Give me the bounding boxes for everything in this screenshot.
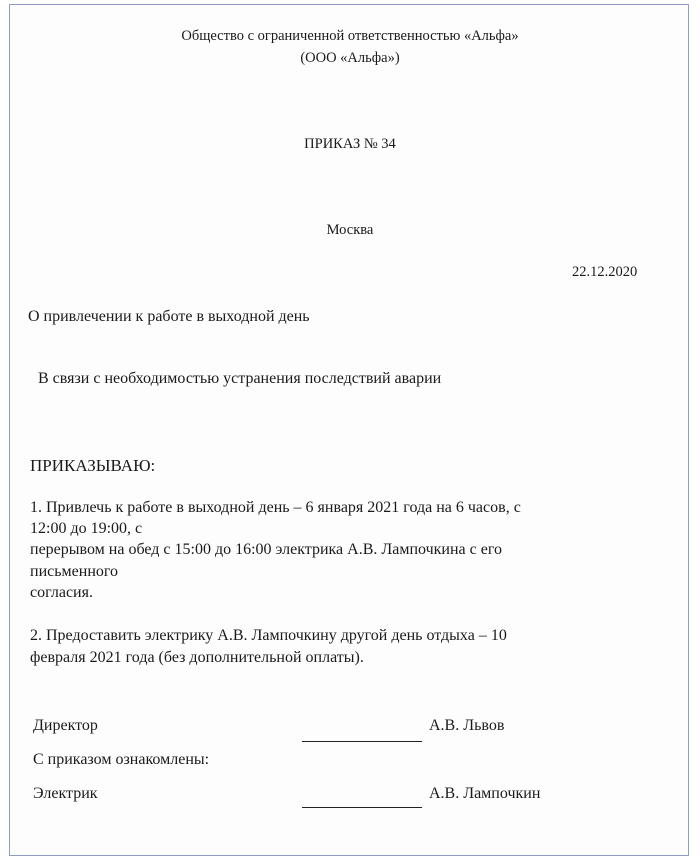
order-date: 22.12.2020 (572, 264, 638, 280)
item1-line: перерывом на обед с 15:00 до 16:00 электрика А.В. Лампочкина с его (30, 541, 503, 558)
electrician-role: Электрик (33, 785, 98, 802)
director-role: Директор (33, 717, 98, 734)
director-name: А.В. Львов (429, 717, 505, 734)
item2-line: февраля 2021 года (без дополнительной оплаты). (30, 649, 364, 666)
item1-line: согласия. (30, 584, 93, 601)
document-frame (9, 4, 689, 856)
org-name: Общество с ограниченной ответственностью «Альфа» (181, 28, 519, 44)
org-short-name: (ООО «Альфа») (300, 50, 400, 66)
item2-line: 2. Предоставить электрику А.В. Лампочкину другой день отдыха – 10 (30, 627, 507, 644)
director-signature-line (302, 741, 422, 742)
item1-line: 1. Привлечь к работе в выходной день – 6 января 2021 года на 6 часов, с (30, 499, 521, 516)
acknowledged-label: С приказом ознакомлены: (33, 751, 210, 768)
order-title: ПРИКАЗ № 34 (304, 136, 396, 152)
electrician-name: А.В. Лампочкин (429, 785, 541, 802)
order-reason: В связи с необходимостью устранения последствий аварии (38, 370, 442, 387)
electrician-signature-line (302, 807, 422, 808)
order-city: Москва (326, 222, 374, 238)
order-subject: О привлечении к работе в выходной день (28, 308, 310, 325)
item1-line: письменного (30, 563, 119, 580)
item1-line: 12:00 до 19:00, с (30, 520, 143, 537)
order-command: ПРИКАЗЫВАЮ: (30, 456, 156, 475)
